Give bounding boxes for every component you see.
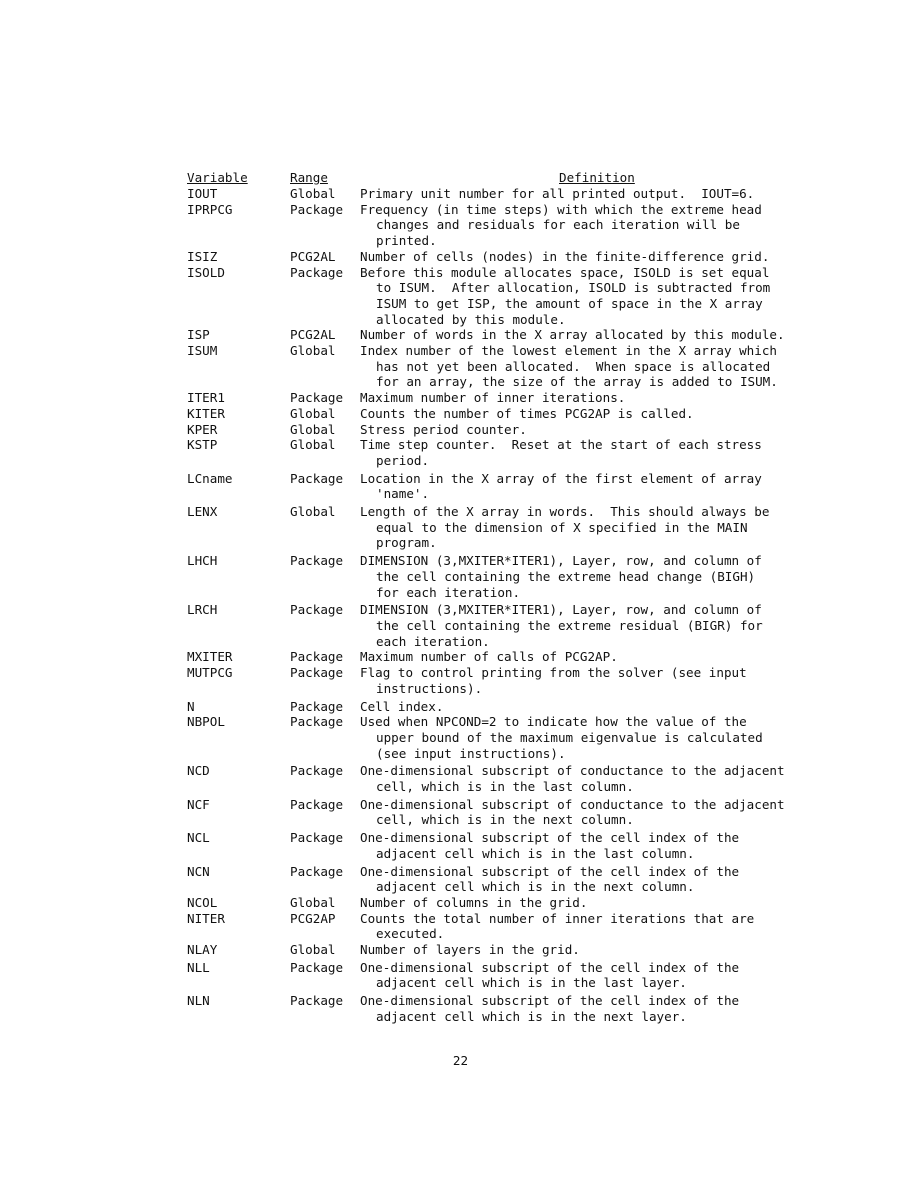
- definition-line: adjacent cell which is in the last layer.: [376, 975, 687, 991]
- variable-definition: [360, 649, 820, 665]
- definition-line: Index number of the lowest element in the X array which: [360, 343, 778, 359]
- table-row: [0, 202, 921, 249]
- variable-range: Package: [290, 959, 344, 975]
- variable-range: Package: [290, 649, 344, 665]
- variable-name: NLL: [187, 959, 210, 975]
- definition-line: cell, which is in the next column.: [376, 812, 634, 828]
- definition-line: instructions).: [376, 680, 483, 696]
- definition-line: Cell index.: [360, 698, 444, 714]
- definition-line: Time step counter. Reset at the start of each stress: [360, 437, 762, 453]
- variable-range: Package: [290, 698, 344, 714]
- definition-line: changes and residuals for each iteration will be: [376, 217, 740, 233]
- definition-line: 'name'.: [376, 486, 430, 502]
- definition-line: Stress period counter.: [360, 421, 527, 437]
- definition-line: One-dimensional subscript of the cell index of the: [360, 959, 740, 975]
- variable-name: NCF: [187, 796, 210, 812]
- variable-name: ISOLD: [187, 264, 225, 280]
- variable-definition: [360, 942, 820, 958]
- definition-line: has not yet been allocated. When space is allocated: [376, 358, 771, 374]
- table-row: [0, 797, 921, 828]
- variable-range: Package: [290, 665, 344, 681]
- variable-name: IPRPCG: [187, 201, 233, 217]
- table-row: [0, 649, 921, 665]
- variable-range: Package: [290, 830, 344, 846]
- variable-range: Package: [290, 201, 344, 217]
- definition-line: to ISUM. After allocation, ISOLD is subtracted from: [376, 280, 771, 296]
- variable-range: Global: [290, 437, 336, 453]
- table-row: [0, 942, 921, 958]
- definition-line: Number of cells (nodes) in the finite-difference grid.: [360, 248, 770, 264]
- table-row: [0, 249, 921, 265]
- table-row: [0, 699, 921, 715]
- variable-range: PCG2AL: [290, 248, 336, 264]
- variable-table: [0, 186, 921, 1025]
- variable-name: NLAY: [187, 942, 218, 958]
- table-row: [0, 960, 921, 991]
- table-row: [0, 665, 921, 696]
- definition-line: Maximum number of inner iterations.: [360, 390, 626, 406]
- variable-name: NCL: [187, 830, 210, 846]
- definition-line: executed.: [376, 926, 445, 942]
- variable-name: KPER: [187, 421, 218, 437]
- table-row: [0, 602, 921, 649]
- variable-name: NCD: [187, 763, 210, 779]
- table-row: [0, 343, 921, 390]
- definition-line: DIMENSION (3,MXITER*ITER1), Layer, row, and column of: [360, 602, 762, 618]
- definition-line: adjacent cell which is in the last column.: [376, 845, 695, 861]
- variable-name: LRCH: [187, 602, 218, 618]
- table-row: [0, 504, 921, 551]
- header-variable: Variable: [187, 170, 248, 185]
- definition-line: Flag to control printing from the solver (see input: [360, 665, 747, 681]
- variable-definition: [360, 714, 820, 761]
- variable-definition: [360, 665, 820, 696]
- variable-definition: [360, 202, 820, 249]
- variable-name: MXITER: [187, 649, 233, 665]
- table-row: [0, 864, 921, 895]
- variable-range: Package: [290, 264, 344, 280]
- definition-line: (see input instructions).: [376, 745, 566, 761]
- header-range: Range: [290, 170, 328, 185]
- variable-range: PCG2AL: [290, 327, 336, 343]
- variable-definition: [360, 422, 820, 438]
- variable-name: KSTP: [187, 437, 218, 453]
- variable-name: ISP: [187, 327, 210, 343]
- variable-name: LHCH: [187, 553, 218, 569]
- variable-range: Package: [290, 470, 344, 486]
- variable-range: Package: [290, 863, 344, 879]
- variable-definition: [360, 960, 820, 991]
- definition-line: Maximum number of calls of PCG2AP.: [360, 649, 618, 665]
- definition-line: DIMENSION (3,MXITER*ITER1), Layer, row, and column of: [360, 553, 762, 569]
- variable-definition: [360, 864, 820, 895]
- table-header: [0, 170, 921, 186]
- variable-name: NCOL: [187, 894, 218, 910]
- table-row: [0, 390, 921, 406]
- variable-name: NCN: [187, 863, 210, 879]
- definition-line: Used when NPCOND=2 to indicate how the value of the: [360, 714, 747, 730]
- variable-definition: [360, 763, 820, 794]
- definition-line: cell, which is in the last column.: [376, 779, 634, 795]
- variable-name: LENX: [187, 504, 218, 520]
- definition-line: Number of columns in the grid.: [360, 894, 588, 910]
- table-row: [0, 553, 921, 600]
- variable-name: ITER1: [187, 390, 225, 406]
- page-number: 22: [452, 1053, 469, 1068]
- variable-name: NITER: [187, 910, 225, 926]
- variable-name: ISIZ: [187, 248, 218, 264]
- table-row: [0, 265, 921, 328]
- variable-definition: [360, 265, 820, 328]
- table-row: [0, 763, 921, 794]
- definition-line: printed.: [376, 233, 437, 249]
- variable-definition: [360, 699, 820, 715]
- table-row: [0, 830, 921, 861]
- variable-range: Global: [290, 942, 336, 958]
- definition-line: ISUM to get ISP, the amount of space in the X array: [376, 295, 763, 311]
- variable-name: NLN: [187, 993, 210, 1009]
- definition-line: Primary unit number for all printed output. IOUT=6.: [360, 186, 755, 201]
- variable-range: Package: [290, 993, 344, 1009]
- variable-range: Global: [290, 343, 336, 359]
- variable-range: Global: [290, 894, 336, 910]
- definition-line: One-dimensional subscript of the cell index of the: [360, 830, 740, 846]
- definition-line: for an array, the size of the array is added to ISUM.: [376, 374, 778, 390]
- definition-line: adjacent cell which is in the next layer.: [376, 1008, 687, 1024]
- table-row: [0, 422, 921, 438]
- variable-range: Global: [290, 421, 336, 437]
- variable-name: KITER: [187, 405, 225, 421]
- variable-name: ISUM: [187, 343, 218, 359]
- definition-line: Number of layers in the grid.: [360, 942, 580, 958]
- definition-line: equal to the dimension of X specified in the MAIN: [376, 519, 748, 535]
- variable-range: Global: [290, 504, 336, 520]
- variable-range: Package: [290, 390, 344, 406]
- variable-definition: [360, 602, 820, 649]
- variable-definition: [360, 797, 820, 828]
- variable-definition: [360, 895, 820, 911]
- variable-definition: [360, 830, 820, 861]
- definition-line: Number of words in the X array allocated by this module.: [360, 327, 785, 343]
- table-row: [0, 437, 921, 468]
- definition-line: the cell containing the extreme residual (BIGR) for: [376, 617, 763, 633]
- table-row: [0, 186, 921, 202]
- table-row: [0, 327, 921, 343]
- variable-definition: [360, 186, 820, 202]
- table-row: [0, 895, 921, 911]
- variable-definition: [360, 437, 820, 468]
- definition-line: allocated by this module.: [376, 311, 566, 327]
- variable-range: Global: [290, 186, 336, 201]
- variable-range: PCG2AP: [290, 910, 336, 926]
- variable-definition: [360, 406, 820, 422]
- table-row: [0, 993, 921, 1024]
- variable-definition: [360, 390, 820, 406]
- header-definition: Definition: [559, 170, 635, 185]
- definition-line: for each iteration.: [376, 584, 521, 600]
- definition-line: Before this module allocates space, ISOLD is set equal: [360, 264, 770, 280]
- variable-definition: [360, 249, 820, 265]
- variable-range: Package: [290, 602, 344, 618]
- variable-definition: [360, 471, 820, 502]
- table-row: [0, 406, 921, 422]
- definition-line: period.: [376, 452, 430, 468]
- variable-range: Package: [290, 714, 344, 730]
- variable-name: NBPOL: [187, 714, 225, 730]
- definition-line: the cell containing the extreme head change (BIGH): [376, 568, 756, 584]
- definition-line: Frequency (in time steps) with which the extreme head: [360, 201, 762, 217]
- variable-name: IOUT: [187, 186, 218, 201]
- definition-line: Location in the X array of the first element of array: [360, 470, 762, 486]
- definition-line: Counts the total number of inner iterations that are: [360, 910, 755, 926]
- definition-line: upper bound of the maximum eigenvalue is calculated: [376, 729, 763, 745]
- definition-line: One-dimensional subscript of conductance to the adjacent: [360, 796, 785, 812]
- variable-definition: [360, 343, 820, 390]
- variable-name: N: [187, 698, 195, 714]
- variable-name: MUTPCG: [187, 665, 233, 681]
- variable-definition: [360, 911, 820, 942]
- definition-line: One-dimensional subscript of conductance to the adjacent: [360, 763, 785, 779]
- variable-name: LCname: [187, 470, 233, 486]
- definition-line: Counts the number of times PCG2AP is called.: [360, 405, 694, 421]
- variable-range: Package: [290, 796, 344, 812]
- table-row: [0, 911, 921, 942]
- table-row: [0, 714, 921, 761]
- variable-range: Global: [290, 405, 336, 421]
- variable-definition: [360, 504, 820, 551]
- table-row: [0, 471, 921, 502]
- definition-line: One-dimensional subscript of the cell index of the: [360, 993, 740, 1009]
- definition-line: adjacent cell which is in the next column.: [376, 879, 695, 895]
- variable-range: Package: [290, 763, 344, 779]
- variable-range: Package: [290, 553, 344, 569]
- definition-line: program.: [376, 535, 437, 551]
- definition-line: One-dimensional subscript of the cell index of the: [360, 863, 740, 879]
- variable-definition: [360, 993, 820, 1024]
- variable-definition: [360, 327, 820, 343]
- definition-line: Length of the X array in words. This should always be: [360, 504, 770, 520]
- variable-definition: [360, 553, 820, 600]
- definition-line: each iteration.: [376, 633, 490, 649]
